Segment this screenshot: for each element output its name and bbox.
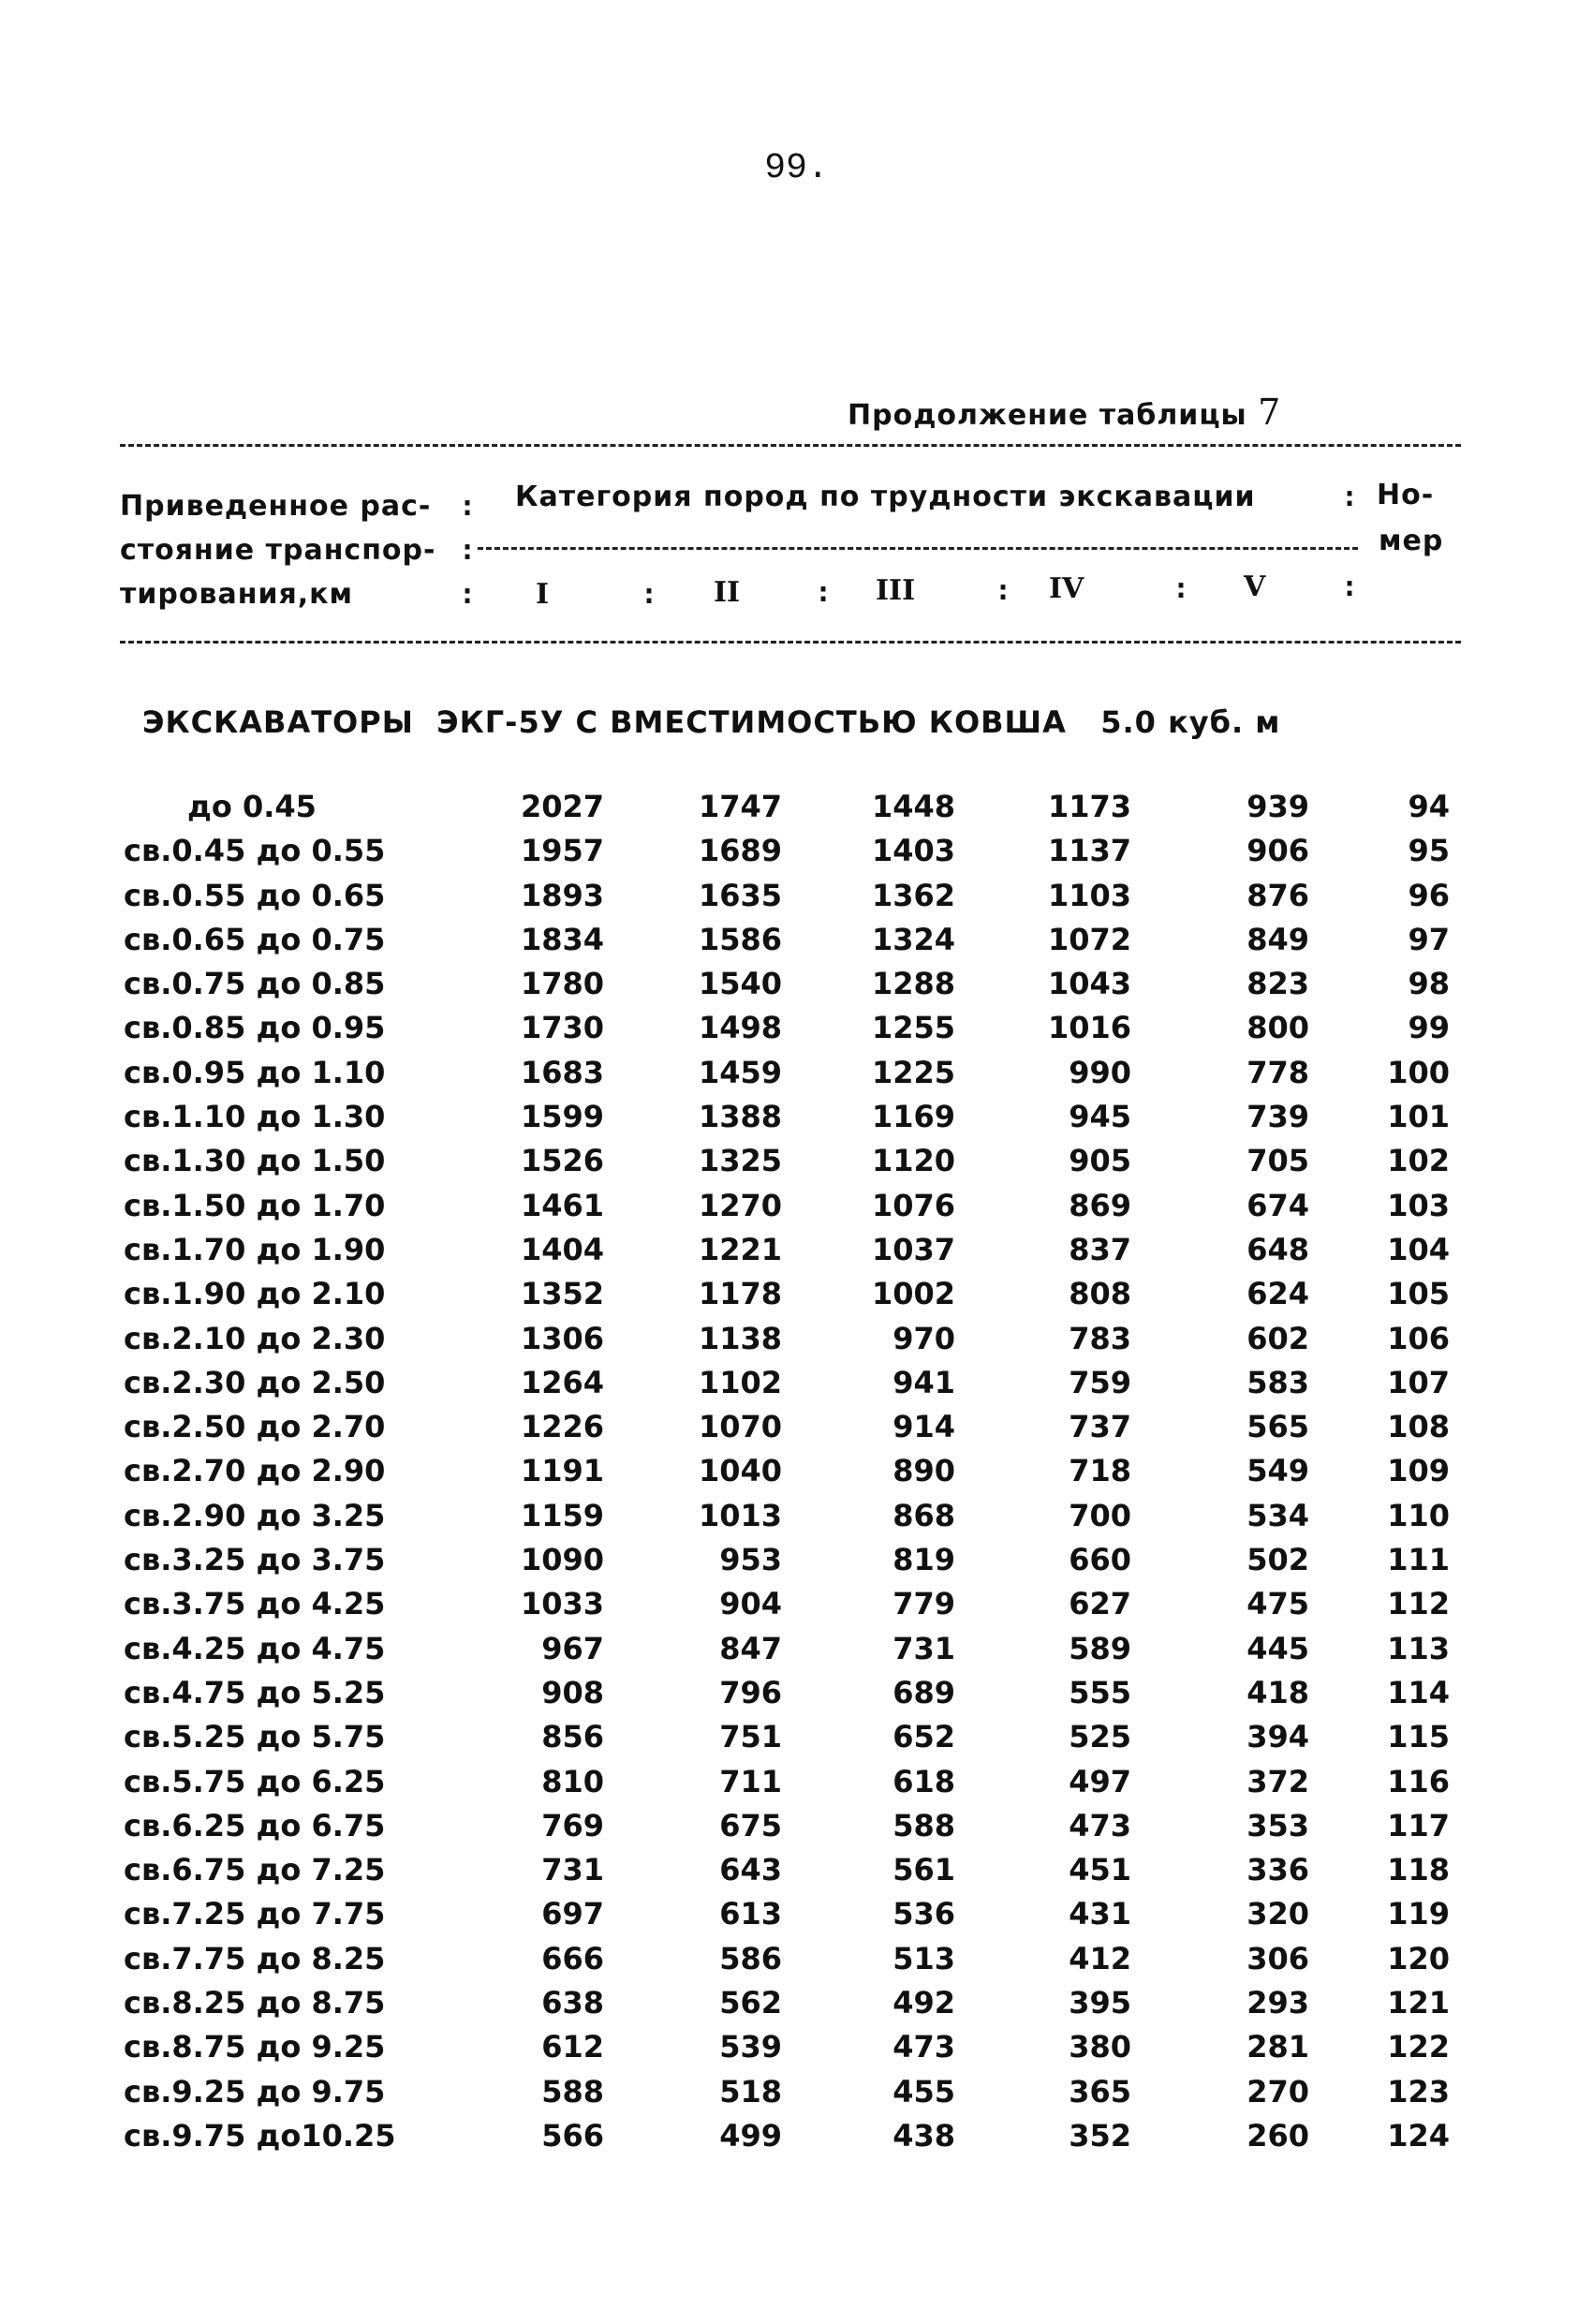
distance-range: св.8.75 до 9.25	[124, 2029, 386, 2065]
row-number: 101	[1387, 1099, 1450, 1135]
category-3-value: 536	[892, 1896, 955, 1932]
category-5-value: 336	[1246, 1852, 1309, 1888]
category-5-value: 823	[1246, 966, 1309, 1002]
category-5-value: 445	[1246, 1630, 1309, 1666]
header-category-4: IV	[1049, 572, 1084, 605]
category-4-value: 660	[1069, 1542, 1131, 1578]
row-number: 123	[1387, 2073, 1450, 2109]
distance-range: св.1.90 до 2.10	[124, 1276, 386, 1312]
distance-range: св.9.25 до 9.75	[124, 2073, 386, 2109]
category-4-value: 627	[1069, 1586, 1131, 1622]
category-5-value: 674	[1246, 1187, 1309, 1223]
category-1-value: 908	[541, 1674, 604, 1710]
category-2-value: 711	[719, 1763, 782, 1799]
category-3-value: 1255	[871, 1010, 955, 1046]
table-row	[0, 878, 1593, 922]
category-2-value: 1747	[698, 789, 782, 824]
distance-range: св.6.25 до 6.75	[124, 1807, 386, 1843]
row-number: 100	[1387, 1054, 1450, 1090]
category-3-value: 1362	[871, 877, 955, 913]
row-number: 113	[1387, 1630, 1450, 1666]
row-number: 96	[1408, 877, 1450, 913]
category-2-value: 1013	[698, 1497, 782, 1533]
table-number: 7	[1258, 392, 1282, 433]
category-1-value: 588	[541, 2073, 604, 2109]
category-3-value: 513	[892, 1940, 955, 1976]
distance-range: св.3.75 до 4.25	[124, 1586, 386, 1622]
distance-range: св.1.50 до 1.70	[124, 1187, 386, 1223]
distance-range: св.0.45 до 0.55	[124, 833, 386, 869]
category-5-value: 320	[1246, 1896, 1309, 1932]
category-4-value: 718	[1069, 1453, 1131, 1489]
category-1-value: 666	[541, 1940, 604, 1976]
category-4-value: 589	[1069, 1630, 1131, 1666]
row-number: 104	[1387, 1231, 1450, 1267]
header-category-3: III	[876, 574, 916, 607]
category-1-value: 697	[541, 1896, 604, 1932]
category-2-value: 499	[719, 2117, 782, 2154]
category-1-value: 1461	[520, 1187, 604, 1223]
header-separator: :	[641, 578, 658, 611]
row-number: 117	[1387, 1807, 1450, 1843]
distance-range: св.4.75 до 5.25	[124, 1674, 386, 1710]
row-number: 106	[1387, 1320, 1450, 1356]
category-1-value: 856	[541, 1719, 604, 1755]
category-5-value: 534	[1246, 1497, 1309, 1533]
category-2-value: 904	[719, 1586, 782, 1622]
row-number: 120	[1387, 1940, 1450, 1976]
category-4-value: 990	[1069, 1054, 1131, 1090]
section-title: ЭКСКАВАТОРЫ ЭКГ-5У С ВМЕСТИМОСТЬЮ КОВША 5.0 куб. м	[142, 704, 1281, 740]
header-distance-line2: стояние транспор-	[120, 534, 436, 567]
table-row	[0, 1498, 1593, 1542]
category-5-value: 549	[1246, 1453, 1309, 1489]
header-number-line1: Но-	[1377, 479, 1435, 511]
row-number: 102	[1387, 1143, 1450, 1179]
distance-range: св.0.55 до 0.65	[124, 877, 386, 913]
header-separator: :	[1173, 572, 1190, 605]
category-2-value: 539	[719, 2029, 782, 2065]
row-number: 119	[1387, 1896, 1450, 1932]
category-3-value: 473	[892, 2029, 955, 2065]
category-4-value: 1137	[1047, 833, 1131, 869]
distance-range: св.5.25 до 5.75	[124, 1719, 386, 1755]
header-separator: :	[1341, 481, 1359, 513]
category-5-value: 800	[1246, 1010, 1309, 1046]
category-1-value: 1159	[520, 1497, 604, 1533]
category-2-value: 613	[719, 1896, 782, 1932]
category-5-value: 648	[1246, 1231, 1309, 1267]
category-2-value: 1498	[698, 1010, 782, 1046]
header-separator: :	[459, 534, 477, 567]
row-number: 112	[1387, 1586, 1450, 1622]
category-5-value: 778	[1246, 1054, 1309, 1090]
category-1-value: 612	[541, 2029, 604, 2065]
table-row	[0, 833, 1593, 877]
category-4-value: 1072	[1047, 921, 1131, 957]
category-2-value: 1221	[698, 1231, 782, 1267]
category-1-value: 1191	[520, 1453, 604, 1489]
category-4-value: 1103	[1047, 877, 1131, 913]
category-1-value: 1957	[520, 833, 604, 869]
distance-range: св.0.95 до 1.10	[124, 1054, 386, 1090]
category-1-value: 769	[541, 1807, 604, 1843]
table-row	[0, 1276, 1593, 1320]
row-number: 110	[1387, 1497, 1450, 1533]
distance-range: св.5.75 до 6.25	[124, 1763, 386, 1799]
distance-range: св.2.10 до 2.30	[124, 1320, 386, 1356]
header-distance-line3: тирования,км	[120, 578, 354, 611]
category-5-value: 602	[1246, 1320, 1309, 1356]
category-5-value: 906	[1246, 833, 1309, 869]
category-1-value: 810	[541, 1763, 604, 1799]
row-number: 124	[1387, 2117, 1450, 2154]
category-5-value: 270	[1246, 2073, 1309, 2109]
table-row	[0, 1852, 1593, 1896]
table-row	[0, 1232, 1593, 1276]
table-row	[0, 2118, 1593, 2162]
table-row	[0, 2029, 1593, 2073]
category-4-value: 412	[1069, 1940, 1131, 1976]
category-1-value: 967	[541, 1630, 604, 1666]
category-4-value: 395	[1069, 1985, 1131, 2021]
category-3-value: 1002	[871, 1276, 955, 1312]
category-2-value: 1040	[698, 1453, 782, 1489]
table-row	[0, 1896, 1593, 1940]
distance-range: св.2.70 до 2.90	[124, 1453, 386, 1489]
category-5-value: 876	[1246, 877, 1309, 913]
table-row	[0, 1409, 1593, 1453]
header-bottom-rule	[120, 641, 1461, 644]
category-3-value: 819	[892, 1542, 955, 1578]
category-3-value: 731	[892, 1630, 955, 1666]
distance-range: св.7.25 до 7.75	[124, 1896, 386, 1932]
table-row	[0, 1143, 1593, 1187]
header-category-5: V	[1244, 570, 1266, 603]
category-3-value: 652	[892, 1719, 955, 1755]
category-3-value: 438	[892, 2117, 955, 2154]
table-row	[0, 1631, 1593, 1675]
header-category-1: I	[536, 578, 550, 611]
category-2-value: 1388	[698, 1099, 782, 1135]
category-4-value: 700	[1069, 1497, 1131, 1533]
row-number: 122	[1387, 2029, 1450, 2065]
row-number: 107	[1387, 1364, 1450, 1400]
distance-range: св.4.25 до 4.75	[124, 1630, 386, 1666]
distance-range: до 0.45	[187, 789, 317, 824]
category-1-value: 1893	[520, 877, 604, 913]
category-5-value: 565	[1246, 1409, 1309, 1445]
category-1-value: 1306	[520, 1320, 604, 1356]
category-4-value: 783	[1069, 1320, 1131, 1356]
category-5-value: 418	[1246, 1674, 1309, 1710]
category-4-value: 905	[1069, 1143, 1131, 1179]
row-number: 111	[1387, 1542, 1450, 1578]
category-3-value: 970	[892, 1320, 955, 1356]
table-row	[0, 1586, 1593, 1630]
header-mid-rule	[478, 547, 1358, 550]
category-4-value: 837	[1069, 1231, 1131, 1267]
table-row	[0, 1453, 1593, 1497]
category-1-value: 1683	[520, 1054, 604, 1090]
category-3-value: 455	[892, 2073, 955, 2109]
category-2-value: 796	[719, 1674, 782, 1710]
row-number: 115	[1387, 1719, 1450, 1755]
table-row	[0, 1055, 1593, 1099]
row-number: 94	[1408, 789, 1450, 824]
category-1-value: 1352	[520, 1276, 604, 1312]
row-number: 95	[1408, 833, 1450, 869]
row-number: 97	[1408, 921, 1450, 957]
category-3-value: 618	[892, 1763, 955, 1799]
category-2-value: 643	[719, 1852, 782, 1888]
category-3-value: 1448	[871, 789, 955, 824]
header-category-2: II	[714, 576, 741, 609]
category-5-value: 353	[1246, 1807, 1309, 1843]
row-number: 99	[1408, 1010, 1450, 1046]
category-4-value: 945	[1069, 1099, 1131, 1135]
table-row	[0, 1321, 1593, 1365]
category-5-value: 260	[1246, 2117, 1309, 2154]
category-2-value: 675	[719, 1807, 782, 1843]
distance-range: св.1.30 до 1.50	[124, 1143, 386, 1179]
category-3-value: 868	[892, 1497, 955, 1533]
category-1-value: 638	[541, 1985, 604, 2021]
category-3-value: 1403	[871, 833, 955, 869]
category-4-value: 1173	[1047, 789, 1131, 824]
distance-range: св.8.25 до 8.75	[124, 1985, 386, 2021]
category-5-value: 739	[1246, 1099, 1309, 1135]
row-number: 103	[1387, 1187, 1450, 1223]
table-row	[0, 922, 1593, 966]
header-number-line2: мер	[1379, 525, 1444, 557]
distance-range: св.3.25 до 3.75	[124, 1542, 386, 1578]
category-5-value: 502	[1246, 1542, 1309, 1578]
header-distance-line1: Приведенное рас-	[120, 490, 432, 523]
category-3-value: 914	[892, 1409, 955, 1445]
category-3-value: 492	[892, 1985, 955, 2021]
category-1-value: 566	[541, 2117, 604, 2154]
distance-range: св.2.90 до 3.25	[124, 1497, 386, 1533]
category-5-value: 624	[1246, 1276, 1309, 1312]
category-5-value: 281	[1246, 2029, 1309, 2065]
category-2-value: 1178	[698, 1276, 782, 1312]
category-2-value: 751	[719, 1719, 782, 1755]
table-continuation-label	[848, 392, 1281, 433]
distance-range: св.0.75 до 0.85	[124, 966, 386, 1002]
header-category-title: Категория пород по трудности экскавации	[515, 481, 1256, 513]
table-row	[0, 1188, 1593, 1232]
category-4-value: 431	[1069, 1896, 1131, 1932]
row-number: 98	[1408, 966, 1450, 1002]
category-3-value: 1225	[871, 1054, 955, 1090]
table-row	[0, 1764, 1593, 1808]
category-3-value: 941	[892, 1364, 955, 1400]
category-4-value: 451	[1069, 1852, 1131, 1888]
category-1-value: 1264	[520, 1364, 604, 1400]
category-5-value: 705	[1246, 1143, 1309, 1179]
category-3-value: 1288	[871, 966, 955, 1002]
row-number: 121	[1387, 1985, 1450, 2021]
category-3-value: 1076	[871, 1187, 955, 1223]
category-4-value: 525	[1069, 1719, 1131, 1755]
header-separator: :	[459, 490, 477, 523]
category-2-value: 953	[719, 1542, 782, 1578]
category-5-value: 372	[1246, 1763, 1309, 1799]
category-4-value: 555	[1069, 1674, 1131, 1710]
category-3-value: 1169	[871, 1099, 955, 1135]
header-separator: :	[815, 576, 833, 609]
category-1-value: 2027	[520, 789, 604, 824]
category-2-value: 1138	[698, 1320, 782, 1356]
category-3-value: 689	[892, 1674, 955, 1710]
category-2-value: 1325	[698, 1143, 782, 1179]
category-5-value: 394	[1246, 1719, 1309, 1755]
category-4-value: 497	[1069, 1763, 1131, 1799]
category-4-value: 1016	[1047, 1010, 1131, 1046]
category-1-value: 1834	[520, 921, 604, 957]
row-number: 108	[1387, 1409, 1450, 1445]
row-number: 118	[1387, 1852, 1450, 1888]
category-4-value: 737	[1069, 1409, 1131, 1445]
category-4-value: 759	[1069, 1364, 1131, 1400]
row-number: 116	[1387, 1763, 1450, 1799]
category-1-value: 1404	[520, 1231, 604, 1267]
category-2-value: 586	[719, 1940, 782, 1976]
table-row	[0, 1985, 1593, 2029]
category-3-value: 588	[892, 1807, 955, 1843]
row-number: 109	[1387, 1453, 1450, 1489]
category-1-value: 1730	[520, 1010, 604, 1046]
category-1-value: 1090	[520, 1542, 604, 1578]
row-number: 105	[1387, 1276, 1450, 1312]
category-2-value: 847	[719, 1630, 782, 1666]
table-row	[0, 789, 1593, 833]
category-3-value: 890	[892, 1453, 955, 1489]
header-separator: :	[459, 578, 477, 611]
table-row	[0, 966, 1593, 1010]
data-table-body	[0, 789, 1593, 2162]
header-separator: :	[995, 574, 1012, 607]
table-row	[0, 1099, 1593, 1143]
category-1-value: 1780	[520, 966, 604, 1002]
header-separator: :	[1341, 570, 1359, 603]
table-row	[0, 1365, 1593, 1409]
top-rule	[120, 444, 1461, 447]
category-4-value: 365	[1069, 2073, 1131, 2109]
table-row	[0, 1808, 1593, 1852]
category-2-value: 562	[719, 1985, 782, 2021]
category-3-value: 1120	[871, 1143, 955, 1179]
distance-range: св.2.30 до 2.50	[124, 1364, 386, 1400]
category-3-value: 561	[892, 1852, 955, 1888]
category-4-value: 1043	[1047, 966, 1131, 1002]
category-5-value: 306	[1246, 1940, 1309, 1976]
category-5-value: 293	[1246, 1985, 1309, 2021]
category-5-value: 583	[1246, 1364, 1309, 1400]
table-row	[0, 1941, 1593, 1985]
category-2-value: 1586	[698, 921, 782, 957]
distance-range: св.2.50 до 2.70	[124, 1409, 386, 1445]
category-5-value: 939	[1246, 789, 1309, 824]
category-4-value: 473	[1069, 1807, 1131, 1843]
category-2-value: 518	[719, 2073, 782, 2109]
category-2-value: 1540	[698, 966, 782, 1002]
category-2-value: 1689	[698, 833, 782, 869]
distance-range: св.1.70 до 1.90	[124, 1231, 386, 1267]
distance-range: св.1.10 до 1.30	[124, 1099, 386, 1135]
category-4-value: 352	[1069, 2117, 1131, 2154]
distance-range: св.0.85 до 0.95	[124, 1010, 386, 1046]
category-2-value: 1459	[698, 1054, 782, 1090]
category-5-value: 849	[1246, 921, 1309, 957]
table-row	[0, 1675, 1593, 1719]
category-3-value: 779	[892, 1586, 955, 1622]
table-row	[0, 1010, 1593, 1054]
category-2-value: 1102	[698, 1364, 782, 1400]
table-row	[0, 1719, 1593, 1763]
category-1-value: 1599	[520, 1099, 604, 1135]
continuation-text: Продолжение таблицы	[848, 399, 1247, 432]
category-4-value: 808	[1069, 1276, 1131, 1312]
category-4-value: 380	[1069, 2029, 1131, 2065]
category-2-value: 1070	[698, 1409, 782, 1445]
page-number: 99.	[764, 148, 829, 188]
distance-range: св.0.65 до 0.75	[124, 921, 386, 957]
distance-range: св.9.75 до10.25	[124, 2117, 396, 2154]
category-3-value: 1324	[871, 921, 955, 957]
category-2-value: 1270	[698, 1187, 782, 1223]
category-5-value: 475	[1246, 1586, 1309, 1622]
category-3-value: 1037	[871, 1231, 955, 1267]
category-1-value: 731	[541, 1852, 604, 1888]
table-row	[0, 1542, 1593, 1586]
category-1-value: 1526	[520, 1143, 604, 1179]
row-number: 114	[1387, 1674, 1450, 1710]
category-4-value: 869	[1069, 1187, 1131, 1223]
category-2-value: 1635	[698, 877, 782, 913]
category-1-value: 1226	[520, 1409, 604, 1445]
table-row	[0, 2074, 1593, 2118]
distance-range: св.6.75 до 7.25	[124, 1852, 386, 1888]
category-1-value: 1033	[520, 1586, 604, 1622]
distance-range: св.7.75 до 8.25	[124, 1940, 386, 1976]
